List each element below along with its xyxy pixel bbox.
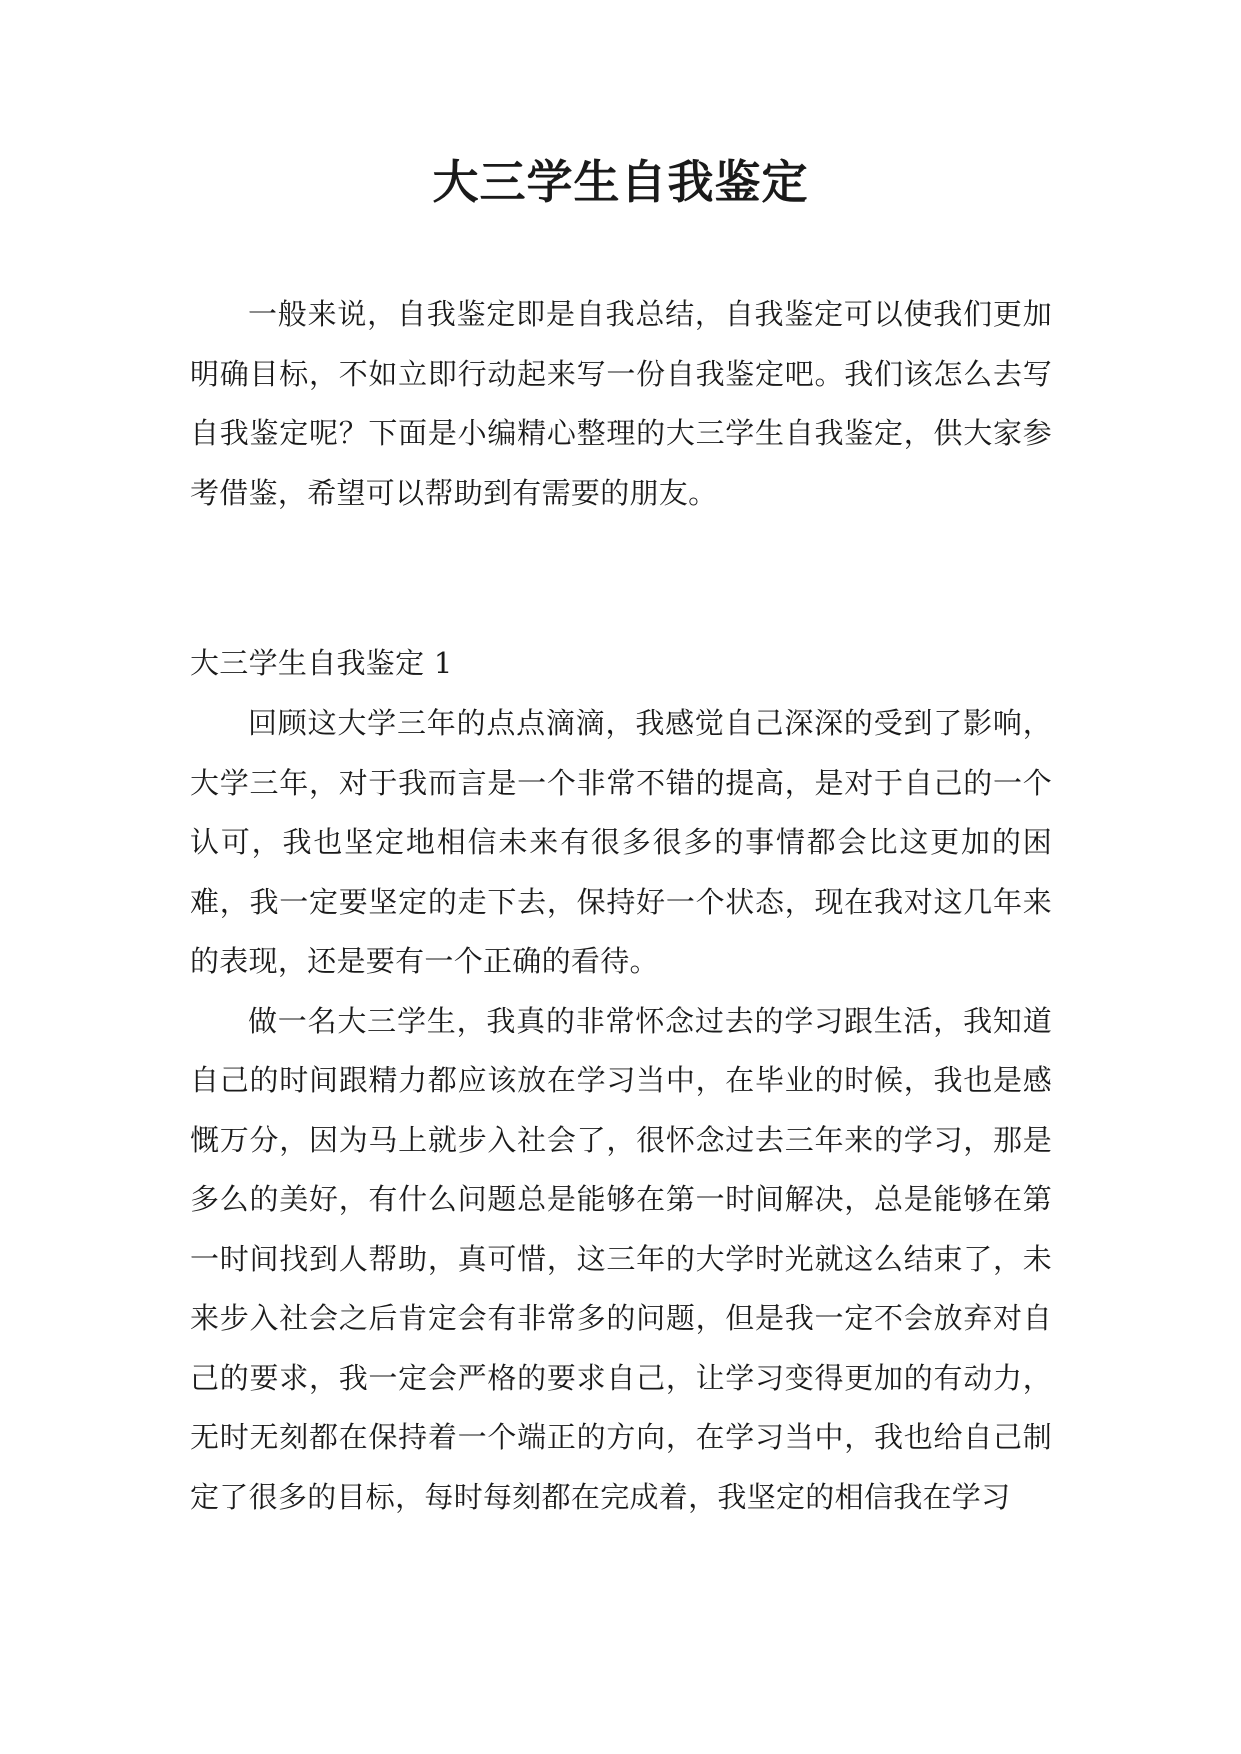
section-paragraph-1: 回顾这大学三年的点点滴滴，我感觉自己深深的受到了影响，大学三年，对于我而言是一个非常不错的提高，是对于自己的一个认可，我也坚定地相信未来有很多很多的事情都会比这更加的困难，我一定要坚定的走下去，保持好一个状态，现在我对这几年来的表现，还是要有一个正确的看待。 <box>190 706 1052 978</box>
section-body <box>190 694 1052 1527</box>
section-heading: 大三学生自我鉴定 1 <box>190 646 453 680</box>
document-title: 大三学生自我鉴定 <box>432 155 809 209</box>
intro-paragraph-block <box>190 285 1052 523</box>
section-paragraph-2: 做一名大三学生，我真的非常怀念过去的学习跟生活，我知道自己的时间跟精力都应该放在学习当中，在毕业的时候，我也是感慨万分，因为马上就步入社会了，很怀念过去三年来的学习，那是多么的美好，有什么问题总是能够在第一时间解决，总是能够在第一时间找到人帮助，真可惜，这三年的大学时光就这么结束了，未来步入社会之后肯定会有非常多的问题，但是我一定不会放弃对自己的要求，我一定会严格的要求自己，让学习变得更加的有动力，无时无刻都在保持着一个端正的方向，在学习当中，我也给自己制定了很多的目标，每时每刻都在完成着，我坚定的相信我在学习 <box>190 1003 1052 1514</box>
intro-paragraph: 一般来说，自我鉴定即是自我总结，自我鉴定可以使我们更加明确目标，不如立即行动起来写一份自我鉴定吧。我们该怎么去写自我鉴定呢？下面是小编精心整理的大三学生自我鉴定，供大家参考借鉴，希望可以帮助到有需要的朋友。 <box>190 297 1052 510</box>
